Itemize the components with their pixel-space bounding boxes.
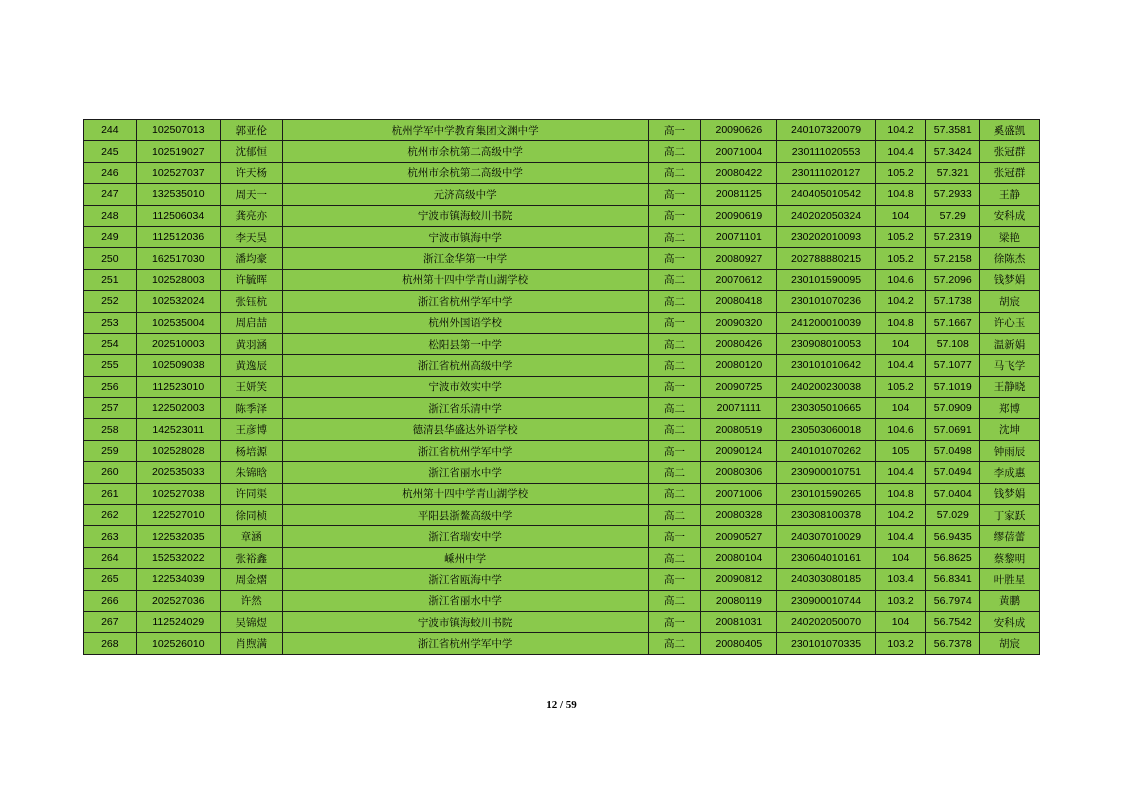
exam-id-cell: 122534039 bbox=[136, 569, 220, 590]
grade-cell: 高一 bbox=[648, 248, 701, 269]
student-name-cell: 许天杨 bbox=[220, 162, 282, 183]
student-name-cell: 周启喆 bbox=[220, 312, 282, 333]
score-cell: 104.6 bbox=[875, 419, 926, 440]
school-cell: 杭州学军中学教育集团文渊中学 bbox=[282, 120, 648, 141]
school-cell: 元济高级中学 bbox=[282, 184, 648, 205]
birthdate-cell: 20071101 bbox=[701, 226, 777, 247]
exam-id-cell: 102507013 bbox=[136, 120, 220, 141]
teacher-cell: 丁家跃 bbox=[980, 505, 1040, 526]
student-name-cell: 李天昊 bbox=[220, 226, 282, 247]
percentile-cell: 57.0498 bbox=[926, 440, 980, 461]
table-row bbox=[84, 248, 1040, 269]
registration-id-cell: 230101070236 bbox=[777, 291, 875, 312]
teacher-cell: 安科成 bbox=[980, 205, 1040, 226]
exam-id-cell: 202535033 bbox=[136, 462, 220, 483]
rank-cell: 246 bbox=[84, 162, 137, 183]
score-cell: 105.2 bbox=[875, 162, 926, 183]
rank-cell: 267 bbox=[84, 611, 137, 632]
score-cell: 104.4 bbox=[875, 141, 926, 162]
percentile-cell: 57.29 bbox=[926, 205, 980, 226]
registration-id-cell: 230604010161 bbox=[777, 547, 875, 568]
registration-id-cell: 240303080185 bbox=[777, 569, 875, 590]
birthdate-cell: 20090527 bbox=[701, 526, 777, 547]
percentile-cell: 56.7974 bbox=[926, 590, 980, 611]
registration-id-cell: 230308100378 bbox=[777, 505, 875, 526]
percentile-cell: 57.1019 bbox=[926, 376, 980, 397]
birthdate-cell: 20070612 bbox=[701, 269, 777, 290]
score-cell: 105.2 bbox=[875, 376, 926, 397]
percentile-cell: 57.1077 bbox=[926, 355, 980, 376]
grade-cell: 高二 bbox=[648, 162, 701, 183]
teacher-cell: 胡宸 bbox=[980, 291, 1040, 312]
percentile-cell: 57.0691 bbox=[926, 419, 980, 440]
table-row bbox=[84, 419, 1040, 440]
table-row bbox=[84, 590, 1040, 611]
score-cell: 104.4 bbox=[875, 355, 926, 376]
rank-cell: 260 bbox=[84, 462, 137, 483]
percentile-cell: 56.7542 bbox=[926, 611, 980, 632]
school-cell: 浙江省杭州学军中学 bbox=[282, 291, 648, 312]
teacher-cell: 张冠群 bbox=[980, 141, 1040, 162]
rank-cell: 255 bbox=[84, 355, 137, 376]
student-name-cell: 黄逸辰 bbox=[220, 355, 282, 376]
exam-id-cell: 122527010 bbox=[136, 505, 220, 526]
percentile-cell: 57.0404 bbox=[926, 483, 980, 504]
table-row bbox=[84, 611, 1040, 632]
exam-id-cell: 102519027 bbox=[136, 141, 220, 162]
table-row bbox=[84, 120, 1040, 141]
grade-cell: 高一 bbox=[648, 526, 701, 547]
school-cell: 杭州第十四中学青山湖学校 bbox=[282, 483, 648, 504]
percentile-cell: 56.7378 bbox=[926, 633, 980, 654]
exam-id-cell: 162517030 bbox=[136, 248, 220, 269]
score-cell: 104.2 bbox=[875, 291, 926, 312]
rank-cell: 254 bbox=[84, 333, 137, 354]
percentile-cell: 57.0909 bbox=[926, 398, 980, 419]
page-number: 12 / 59 bbox=[546, 699, 577, 711]
exam-id-cell: 112506034 bbox=[136, 205, 220, 226]
teacher-cell: 梁艳 bbox=[980, 226, 1040, 247]
school-cell: 浙江省瑞安中学 bbox=[282, 526, 648, 547]
table-row bbox=[84, 398, 1040, 419]
rank-cell: 247 bbox=[84, 184, 137, 205]
grade-cell: 高二 bbox=[648, 462, 701, 483]
student-name-cell: 沈郁恒 bbox=[220, 141, 282, 162]
teacher-cell: 钟雨辰 bbox=[980, 440, 1040, 461]
birthdate-cell: 20081031 bbox=[701, 611, 777, 632]
birthdate-cell: 20080328 bbox=[701, 505, 777, 526]
rank-cell: 248 bbox=[84, 205, 137, 226]
school-cell: 浙江省丽水中学 bbox=[282, 462, 648, 483]
school-cell: 宁波市镇海蛟川书院 bbox=[282, 205, 648, 226]
exam-id-cell: 112512036 bbox=[136, 226, 220, 247]
score-cell: 104.8 bbox=[875, 483, 926, 504]
percentile-cell: 57.3424 bbox=[926, 141, 980, 162]
school-cell: 杭州市余杭第二高级中学 bbox=[282, 141, 648, 162]
score-cell: 105 bbox=[875, 440, 926, 461]
student-name-cell: 杨培源 bbox=[220, 440, 282, 461]
table-row bbox=[84, 162, 1040, 183]
score-cell: 104 bbox=[875, 398, 926, 419]
table-row bbox=[84, 505, 1040, 526]
teacher-cell: 安科成 bbox=[980, 611, 1040, 632]
birthdate-cell: 20080426 bbox=[701, 333, 777, 354]
score-cell: 104 bbox=[875, 333, 926, 354]
teacher-cell: 王静晓 bbox=[980, 376, 1040, 397]
rank-cell: 266 bbox=[84, 590, 137, 611]
score-cell: 103.4 bbox=[875, 569, 926, 590]
school-cell: 浙江省瓯海中学 bbox=[282, 569, 648, 590]
rank-cell: 251 bbox=[84, 269, 137, 290]
percentile-cell: 57.029 bbox=[926, 505, 980, 526]
grade-cell: 高二 bbox=[648, 355, 701, 376]
teacher-cell: 沈坤 bbox=[980, 419, 1040, 440]
grade-cell: 高一 bbox=[648, 569, 701, 590]
teacher-cell: 郑博 bbox=[980, 398, 1040, 419]
student-name-cell: 张裕鑫 bbox=[220, 547, 282, 568]
percentile-cell: 57.1738 bbox=[926, 291, 980, 312]
registration-id-cell: 240307010029 bbox=[777, 526, 875, 547]
teacher-cell: 马飞学 bbox=[980, 355, 1040, 376]
grade-cell: 高二 bbox=[648, 505, 701, 526]
birthdate-cell: 20090619 bbox=[701, 205, 777, 226]
registration-id-cell: 240405010542 bbox=[777, 184, 875, 205]
teacher-cell: 叶胜星 bbox=[980, 569, 1040, 590]
teacher-cell: 胡宸 bbox=[980, 633, 1040, 654]
registration-id-cell: 241200010039 bbox=[777, 312, 875, 333]
teacher-cell: 李成惠 bbox=[980, 462, 1040, 483]
grade-cell: 高一 bbox=[648, 184, 701, 205]
score-cell: 104.4 bbox=[875, 462, 926, 483]
rank-cell: 256 bbox=[84, 376, 137, 397]
grade-cell: 高二 bbox=[648, 141, 701, 162]
registration-id-cell: 240107320079 bbox=[777, 120, 875, 141]
student-name-cell: 潘均豪 bbox=[220, 248, 282, 269]
registration-id-cell: 230900010751 bbox=[777, 462, 875, 483]
rank-cell: 257 bbox=[84, 398, 137, 419]
grade-cell: 高一 bbox=[648, 440, 701, 461]
grade-cell: 高二 bbox=[648, 633, 701, 654]
registration-id-cell: 202788880215 bbox=[777, 248, 875, 269]
teacher-cell: 蔡黎明 bbox=[980, 547, 1040, 568]
exam-id-cell: 102528028 bbox=[136, 440, 220, 461]
exam-id-cell: 142523011 bbox=[136, 419, 220, 440]
birthdate-cell: 20081125 bbox=[701, 184, 777, 205]
school-cell: 浙江金华第一中学 bbox=[282, 248, 648, 269]
registration-id-cell: 230101070335 bbox=[777, 633, 875, 654]
teacher-cell: 钱梦娟 bbox=[980, 483, 1040, 504]
registration-id-cell: 240202050070 bbox=[777, 611, 875, 632]
exam-id-cell: 112523010 bbox=[136, 376, 220, 397]
score-cell: 104.2 bbox=[875, 505, 926, 526]
student-name-cell: 吴锦煜 bbox=[220, 611, 282, 632]
birthdate-cell: 20071006 bbox=[701, 483, 777, 504]
score-cell: 104.8 bbox=[875, 312, 926, 333]
birthdate-cell: 20080418 bbox=[701, 291, 777, 312]
teacher-cell: 许心玉 bbox=[980, 312, 1040, 333]
exam-id-cell: 202510003 bbox=[136, 333, 220, 354]
school-cell: 宁波市镇海蛟川书院 bbox=[282, 611, 648, 632]
school-cell: 宁波市镇海中学 bbox=[282, 226, 648, 247]
birthdate-cell: 20080306 bbox=[701, 462, 777, 483]
student-name-cell: 黄羽涵 bbox=[220, 333, 282, 354]
table-row bbox=[84, 569, 1040, 590]
registration-id-cell: 230101590095 bbox=[777, 269, 875, 290]
birthdate-cell: 20090626 bbox=[701, 120, 777, 141]
rank-cell: 245 bbox=[84, 141, 137, 162]
birthdate-cell: 20080422 bbox=[701, 162, 777, 183]
birthdate-cell: 20071004 bbox=[701, 141, 777, 162]
score-cell: 104 bbox=[875, 611, 926, 632]
rank-cell: 253 bbox=[84, 312, 137, 333]
table-row bbox=[84, 312, 1040, 333]
school-cell: 浙江省杭州高级中学 bbox=[282, 355, 648, 376]
table-row bbox=[84, 483, 1040, 504]
grade-cell: 高二 bbox=[648, 398, 701, 419]
percentile-cell: 57.0494 bbox=[926, 462, 980, 483]
score-cell: 104.8 bbox=[875, 184, 926, 205]
grade-cell: 高二 bbox=[648, 419, 701, 440]
birthdate-cell: 20080927 bbox=[701, 248, 777, 269]
exam-id-cell: 102528003 bbox=[136, 269, 220, 290]
table-row bbox=[84, 269, 1040, 290]
teacher-cell: 温新娟 bbox=[980, 333, 1040, 354]
exam-id-cell: 102527037 bbox=[136, 162, 220, 183]
student-name-cell: 许同渠 bbox=[220, 483, 282, 504]
teacher-cell: 徐陈杰 bbox=[980, 248, 1040, 269]
school-cell: 浙江省杭州学军中学 bbox=[282, 440, 648, 461]
student-name-cell: 陈季泽 bbox=[220, 398, 282, 419]
table-row bbox=[84, 141, 1040, 162]
grade-cell: 高二 bbox=[648, 291, 701, 312]
school-cell: 杭州市余杭第二高级中学 bbox=[282, 162, 648, 183]
table-row bbox=[84, 633, 1040, 654]
percentile-cell: 57.3581 bbox=[926, 120, 980, 141]
school-cell: 杭州外国语学校 bbox=[282, 312, 648, 333]
score-cell: 104.6 bbox=[875, 269, 926, 290]
score-cell: 105.2 bbox=[875, 226, 926, 247]
registration-id-cell: 230101010642 bbox=[777, 355, 875, 376]
birthdate-cell: 20080120 bbox=[701, 355, 777, 376]
table-row bbox=[84, 184, 1040, 205]
table-row bbox=[84, 291, 1040, 312]
student-name-cell: 许毓晖 bbox=[220, 269, 282, 290]
birthdate-cell: 20080104 bbox=[701, 547, 777, 568]
grade-cell: 高一 bbox=[648, 611, 701, 632]
teacher-cell: 黄鹏 bbox=[980, 590, 1040, 611]
score-cell: 103.2 bbox=[875, 590, 926, 611]
exam-id-cell: 102527038 bbox=[136, 483, 220, 504]
table-row bbox=[84, 226, 1040, 247]
table-row bbox=[84, 547, 1040, 568]
registration-id-cell: 240200230038 bbox=[777, 376, 875, 397]
school-cell: 浙江省丽水中学 bbox=[282, 590, 648, 611]
student-name-cell: 朱锦晗 bbox=[220, 462, 282, 483]
percentile-cell: 56.8341 bbox=[926, 569, 980, 590]
rank-cell: 262 bbox=[84, 505, 137, 526]
registration-id-cell: 230101590265 bbox=[777, 483, 875, 504]
rank-cell: 244 bbox=[84, 120, 137, 141]
rank-cell: 264 bbox=[84, 547, 137, 568]
birthdate-cell: 20090124 bbox=[701, 440, 777, 461]
school-cell: 浙江省杭州学军中学 bbox=[282, 633, 648, 654]
rank-cell: 259 bbox=[84, 440, 137, 461]
teacher-cell: 缪蓓蕾 bbox=[980, 526, 1040, 547]
percentile-cell: 57.2096 bbox=[926, 269, 980, 290]
rank-cell: 258 bbox=[84, 419, 137, 440]
table-row bbox=[84, 526, 1040, 547]
score-cell: 104.4 bbox=[875, 526, 926, 547]
school-cell: 宁波市效实中学 bbox=[282, 376, 648, 397]
grade-cell: 高一 bbox=[648, 120, 701, 141]
table-row bbox=[84, 333, 1040, 354]
percentile-cell: 57.1667 bbox=[926, 312, 980, 333]
teacher-cell: 钱梦娟 bbox=[980, 269, 1040, 290]
grade-cell: 高一 bbox=[648, 312, 701, 333]
table-row bbox=[84, 376, 1040, 397]
grade-cell: 高二 bbox=[648, 269, 701, 290]
score-cell: 104 bbox=[875, 547, 926, 568]
student-name-cell: 周天一 bbox=[220, 184, 282, 205]
student-name-cell: 肖煦满 bbox=[220, 633, 282, 654]
grade-cell: 高二 bbox=[648, 590, 701, 611]
student-name-cell: 许然 bbox=[220, 590, 282, 611]
rank-cell: 250 bbox=[84, 248, 137, 269]
exam-id-cell: 102535004 bbox=[136, 312, 220, 333]
table-body bbox=[84, 120, 1040, 655]
student-name-cell: 张钰杭 bbox=[220, 291, 282, 312]
student-name-cell: 郭亚伦 bbox=[220, 120, 282, 141]
score-cell: 103.2 bbox=[875, 633, 926, 654]
registration-id-cell: 230202010093 bbox=[777, 226, 875, 247]
grade-cell: 高二 bbox=[648, 333, 701, 354]
rank-cell: 265 bbox=[84, 569, 137, 590]
table-row bbox=[84, 355, 1040, 376]
registration-id-cell: 230111020553 bbox=[777, 141, 875, 162]
school-cell: 平阳县浙鳌高级中学 bbox=[282, 505, 648, 526]
registration-id-cell: 230908010053 bbox=[777, 333, 875, 354]
teacher-cell: 张冠群 bbox=[980, 162, 1040, 183]
rank-cell: 261 bbox=[84, 483, 137, 504]
results-table bbox=[83, 119, 1040, 655]
grade-cell: 高二 bbox=[648, 483, 701, 504]
birthdate-cell: 20080405 bbox=[701, 633, 777, 654]
rank-cell: 268 bbox=[84, 633, 137, 654]
school-cell: 德清县华盛达外语学校 bbox=[282, 419, 648, 440]
school-cell: 嵊州中学 bbox=[282, 547, 648, 568]
score-cell: 104.2 bbox=[875, 120, 926, 141]
registration-id-cell: 230900010744 bbox=[777, 590, 875, 611]
rank-cell: 252 bbox=[84, 291, 137, 312]
score-cell: 104 bbox=[875, 205, 926, 226]
percentile-cell: 56.9435 bbox=[926, 526, 980, 547]
exam-id-cell: 202527036 bbox=[136, 590, 220, 611]
table-row bbox=[84, 205, 1040, 226]
student-name-cell: 王彦博 bbox=[220, 419, 282, 440]
teacher-cell: 奚盛凯 bbox=[980, 120, 1040, 141]
exam-id-cell: 152532022 bbox=[136, 547, 220, 568]
student-name-cell: 周金熠 bbox=[220, 569, 282, 590]
percentile-cell: 57.108 bbox=[926, 333, 980, 354]
exam-id-cell: 132535010 bbox=[136, 184, 220, 205]
student-name-cell: 王妍笑 bbox=[220, 376, 282, 397]
birthdate-cell: 20090725 bbox=[701, 376, 777, 397]
student-name-cell: 徐同桢 bbox=[220, 505, 282, 526]
table-row bbox=[84, 440, 1040, 461]
birthdate-cell: 20071111 bbox=[701, 398, 777, 419]
birthdate-cell: 20090812 bbox=[701, 569, 777, 590]
birthdate-cell: 20080119 bbox=[701, 590, 777, 611]
percentile-cell: 57.2933 bbox=[926, 184, 980, 205]
percentile-cell: 57.321 bbox=[926, 162, 980, 183]
grade-cell: 高一 bbox=[648, 205, 701, 226]
exam-id-cell: 102532024 bbox=[136, 291, 220, 312]
percentile-cell: 57.2158 bbox=[926, 248, 980, 269]
registration-id-cell: 230111020127 bbox=[777, 162, 875, 183]
registration-id-cell: 240202050324 bbox=[777, 205, 875, 226]
exam-id-cell: 102509038 bbox=[136, 355, 220, 376]
school-cell: 浙江省乐清中学 bbox=[282, 398, 648, 419]
birthdate-cell: 20090320 bbox=[701, 312, 777, 333]
registration-id-cell: 230305010665 bbox=[777, 398, 875, 419]
exam-id-cell: 102526010 bbox=[136, 633, 220, 654]
grade-cell: 高一 bbox=[648, 376, 701, 397]
percentile-cell: 56.8625 bbox=[926, 547, 980, 568]
percentile-cell: 57.2319 bbox=[926, 226, 980, 247]
exam-id-cell: 122532035 bbox=[136, 526, 220, 547]
registration-id-cell: 240101070262 bbox=[777, 440, 875, 461]
grade-cell: 高二 bbox=[648, 226, 701, 247]
rank-cell: 249 bbox=[84, 226, 137, 247]
student-name-cell: 龚亮亦 bbox=[220, 205, 282, 226]
registration-id-cell: 230503060018 bbox=[777, 419, 875, 440]
score-cell: 105.2 bbox=[875, 248, 926, 269]
exam-id-cell: 112524029 bbox=[136, 611, 220, 632]
table-row bbox=[84, 462, 1040, 483]
school-cell: 杭州第十四中学青山湖学校 bbox=[282, 269, 648, 290]
rank-cell: 263 bbox=[84, 526, 137, 547]
exam-id-cell: 122502003 bbox=[136, 398, 220, 419]
grade-cell: 高二 bbox=[648, 547, 701, 568]
student-name-cell: 章涵 bbox=[220, 526, 282, 547]
school-cell: 松阳县第一中学 bbox=[282, 333, 648, 354]
teacher-cell: 王静 bbox=[980, 184, 1040, 205]
birthdate-cell: 20080519 bbox=[701, 419, 777, 440]
